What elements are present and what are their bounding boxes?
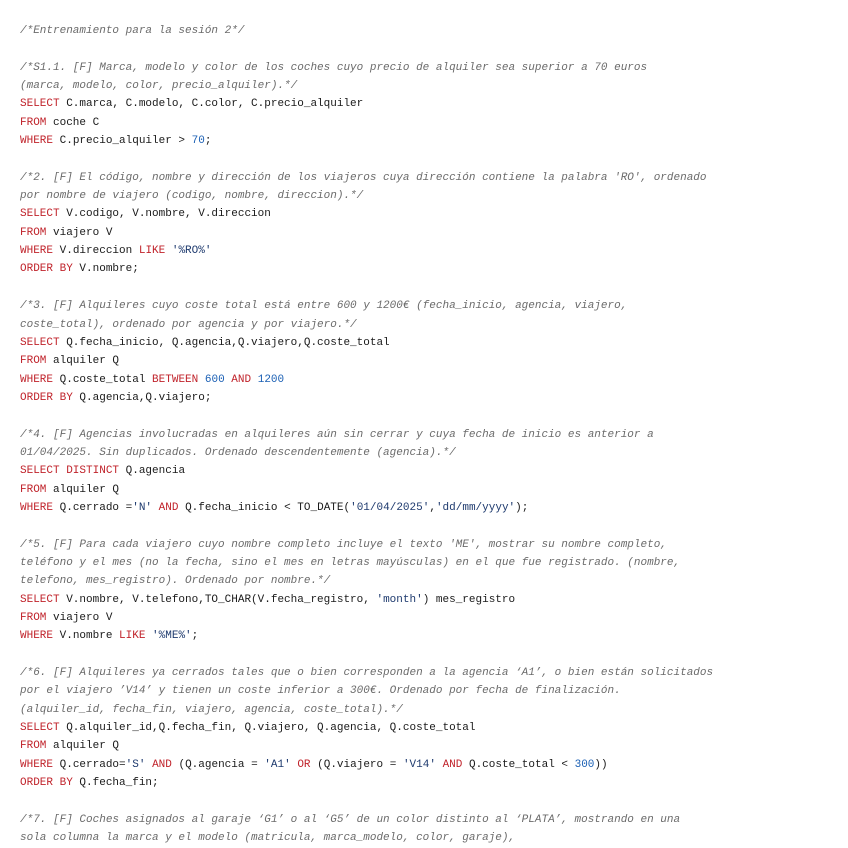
sql-keyword: FROM (20, 740, 47, 753)
code-line[interactable] (20, 536, 838, 554)
sql-text: V.direccion (53, 245, 139, 258)
sql-text: V.nombre (53, 630, 120, 643)
sql-text: V.nombre, V.telefono,TO_CHAR(V.fecha_registro, (59, 593, 377, 606)
code-line[interactable] (20, 609, 838, 627)
code-line[interactable] (20, 334, 838, 352)
sql-string: 'dd/mm/yyyy' (435, 501, 516, 514)
sql-text (251, 374, 258, 386)
sql-comment: por el viajero ’V14’ y tienen un coste inferior a 300€. Ordenado por fecha de finalización. (20, 685, 621, 698)
code-line[interactable] (20, 572, 838, 590)
code-line[interactable] (20, 77, 838, 95)
sql-text: Q.agencia (119, 465, 186, 478)
sql-text: Q.agencia,Q.viajero; (72, 391, 212, 404)
code-line[interactable] (20, 481, 838, 499)
sql-string: 'V14' (402, 758, 436, 771)
sql-comment: /*6. [F] Alquileres ya cerrados tales que o bien corresponden a la agencia ‘A1’, o bien están solicitados (20, 667, 714, 680)
sql-comment: telefono, mes_registro). Ordenado por nombre.*/ (20, 575, 331, 588)
sql-keyword: BETWEEN (152, 373, 199, 386)
sql-text: )) (594, 758, 608, 771)
code-line[interactable] (20, 517, 838, 535)
sql-text: ; (204, 135, 212, 148)
code-line[interactable] (20, 499, 838, 517)
sql-comment: /*4. [F] Agencias involucradas en alquileres aún sin cerrar y cuya fecha de inicio es anterior a (20, 428, 654, 441)
sql-keyword: SELECT DISTINCT (20, 465, 120, 478)
sql-text: (Q.viajero = (310, 758, 403, 771)
sql-comment: /*3. [F] Alquileres cuyo coste total está entre 600 y 1200€ (fecha_inicio, agencia, viajero, (20, 300, 628, 313)
code-line[interactable] (20, 40, 838, 58)
code-line[interactable] (20, 756, 838, 774)
code-line[interactable] (20, 279, 838, 297)
code-line[interactable] (20, 426, 838, 444)
code-line[interactable] (20, 737, 838, 755)
code-line[interactable] (20, 242, 838, 260)
sql-string: '01/04/2025' (350, 501, 430, 514)
sql-keyword: WHERE (20, 758, 54, 771)
sql-text: viajero V (46, 612, 113, 624)
sql-comment: /*5. [F] Para cada viajero cuyo nombre completo incluye el texto 'ME', mostrar su nombre completo, (20, 538, 667, 551)
sql-text: alquiler Q (46, 355, 120, 368)
sql-comment: /*S1.1. [F] Marca, modelo y color de los coches cuyo precio de alquiler sea superior a 70 euros (20, 61, 648, 74)
sql-text: ); (515, 501, 529, 514)
sql-comment: (alquiler_id, fecha_fin, viajero, agencia, coste_total).*/ (20, 703, 403, 716)
sql-text: V.nombre; (72, 263, 139, 276)
sql-text: ; (191, 630, 199, 643)
code-line[interactable] (20, 792, 838, 810)
code-line[interactable] (20, 719, 838, 737)
sql-editor[interactable] (20, 22, 838, 847)
sql-number: 70 (191, 135, 205, 148)
sql-keyword: ORDER BY (20, 391, 73, 404)
sql-text: Q.alquiler_id,Q.fecha_fin, Q.viajero, Q.agencia, Q.coste_total (59, 722, 476, 735)
code-line[interactable] (20, 462, 838, 480)
sql-text: Q.coste_total (53, 373, 153, 386)
sql-keyword: WHERE (20, 501, 54, 514)
sql-text (198, 374, 205, 386)
sql-text: , (429, 501, 436, 514)
sql-text: Q.cerrado= (53, 758, 126, 771)
code-line[interactable] (20, 701, 838, 719)
sql-string: 'A1' (264, 758, 291, 771)
sql-string: 'S' (125, 758, 146, 771)
sql-comment: 01/04/2025. Sin duplicados. Ordenado descendentemente (agencia).*/ (20, 446, 456, 459)
sql-keyword: WHERE (20, 135, 54, 148)
sql-keyword: OR (297, 758, 311, 771)
sql-keyword: AND (158, 501, 179, 514)
sql-comment: por nombre de viajero (codigo, nombre, direccion).*/ (20, 190, 364, 203)
sql-keyword: FROM (20, 226, 47, 239)
sql-comment: /*7. [F] Coches asignados al garaje ‘G1’ o al ‘G5’ de un color distinto al ‘PLATA’, mostrando en una (20, 813, 681, 826)
code-line[interactable] (20, 297, 838, 315)
sql-string: 'month' (376, 593, 423, 606)
sql-text: C.precio_alquiler > (53, 135, 192, 148)
sql-keyword: LIKE (138, 245, 166, 258)
sql-number: 300 (574, 758, 595, 771)
sql-text: ) mes_registro (422, 593, 516, 606)
sql-keyword: WHERE (20, 373, 54, 386)
sql-number: 600 (204, 373, 225, 386)
sql-text: Q.fecha_inicio < TO_DATE( (178, 501, 351, 514)
sql-keyword: WHERE (20, 245, 54, 258)
sql-text: Q.fecha_fin; (72, 777, 159, 790)
sql-keyword: SELECT (20, 208, 60, 221)
sql-text: coche C (46, 116, 100, 129)
sql-keyword: ORDER BY (20, 263, 73, 276)
code-line[interactable] (20, 829, 838, 847)
sql-keyword: FROM (20, 116, 47, 129)
code-line[interactable] (20, 187, 838, 205)
sql-text (436, 759, 443, 771)
sql-text: viajero V (46, 226, 113, 239)
sql-comment: /*2. [F] El código, nombre y dirección de los viajeros cuya dirección contiene la palabra 'RO', ordenado (20, 171, 707, 184)
code-line[interactable] (20, 682, 838, 700)
sql-text: Q.coste_total < (462, 758, 575, 771)
code-line[interactable] (20, 774, 838, 792)
sql-keyword: SELECT (20, 722, 60, 735)
sql-text: C.marca, C.modelo, C.color, C.precio_alquiler (59, 98, 364, 111)
sql-text: Q.fecha_inicio, Q.agencia,Q.viajero,Q.coste_total (59, 336, 390, 349)
sql-keyword: WHERE (20, 630, 54, 643)
code-line[interactable] (20, 316, 838, 334)
code-line[interactable] (20, 132, 838, 150)
sql-keyword: SELECT (20, 336, 60, 349)
sql-text: V.codigo, V.nombre, V.direccion (59, 208, 271, 221)
sql-keyword: AND (442, 758, 463, 771)
code-line[interactable] (20, 371, 838, 389)
sql-string: '%ME%' (152, 630, 192, 643)
code-line[interactable] (20, 646, 838, 664)
code-line[interactable] (20, 444, 838, 462)
sql-keyword: SELECT (20, 98, 60, 111)
code-line[interactable] (20, 352, 838, 370)
sql-keyword: AND (152, 758, 172, 771)
code-line[interactable] (20, 389, 838, 407)
code-line[interactable] (20, 664, 838, 682)
sql-comment: coste_total), ordenado por agencia y por viajero.*/ (20, 318, 357, 331)
code-line[interactable] (20, 260, 838, 278)
sql-keyword: AND (231, 373, 252, 386)
code-line[interactable] (20, 169, 838, 187)
sql-text: alquiler Q (46, 483, 120, 496)
sql-string: 'N' (132, 501, 153, 514)
sql-comment: /*Entrenamiento para la sesión 2*/ (20, 25, 245, 37)
sql-keyword: FROM (20, 612, 47, 624)
sql-comment: teléfono y el mes (no la fecha, sino el mes en letras mayúsculas) en el que fue registrado. (nombre, (20, 556, 681, 569)
sql-keyword: LIKE (119, 630, 146, 643)
code-line[interactable] (20, 22, 838, 40)
sql-comment: sola columna la marca y el modelo (matricula, marca_modelo, color, garaje), (20, 832, 516, 845)
code-line[interactable] (20, 114, 838, 132)
sql-keyword: FROM (20, 355, 47, 368)
sql-keyword: ORDER BY (20, 777, 73, 790)
code-line[interactable] (20, 627, 838, 645)
code-line[interactable] (20, 205, 838, 223)
code-line[interactable] (20, 224, 838, 242)
sql-string: '%RO%' (171, 245, 212, 258)
sql-number: 1200 (257, 373, 285, 386)
sql-text (152, 502, 159, 514)
code-line[interactable] (20, 59, 838, 77)
code-line[interactable] (20, 95, 838, 113)
sql-text: (Q.agencia = (171, 758, 265, 771)
code-line[interactable] (20, 554, 838, 572)
sql-comment: (marca, modelo, color, precio_alquiler).*/ (20, 80, 298, 93)
code-line[interactable] (20, 407, 838, 425)
code-line[interactable] (20, 591, 838, 609)
sql-keyword: FROM (20, 483, 47, 496)
sql-keyword: SELECT (20, 593, 60, 606)
code-line[interactable] (20, 150, 838, 168)
sql-text: Q.cerrado = (53, 501, 133, 514)
sql-text (165, 245, 172, 257)
code-line[interactable] (20, 811, 838, 829)
sql-text: alquiler Q (46, 740, 120, 753)
